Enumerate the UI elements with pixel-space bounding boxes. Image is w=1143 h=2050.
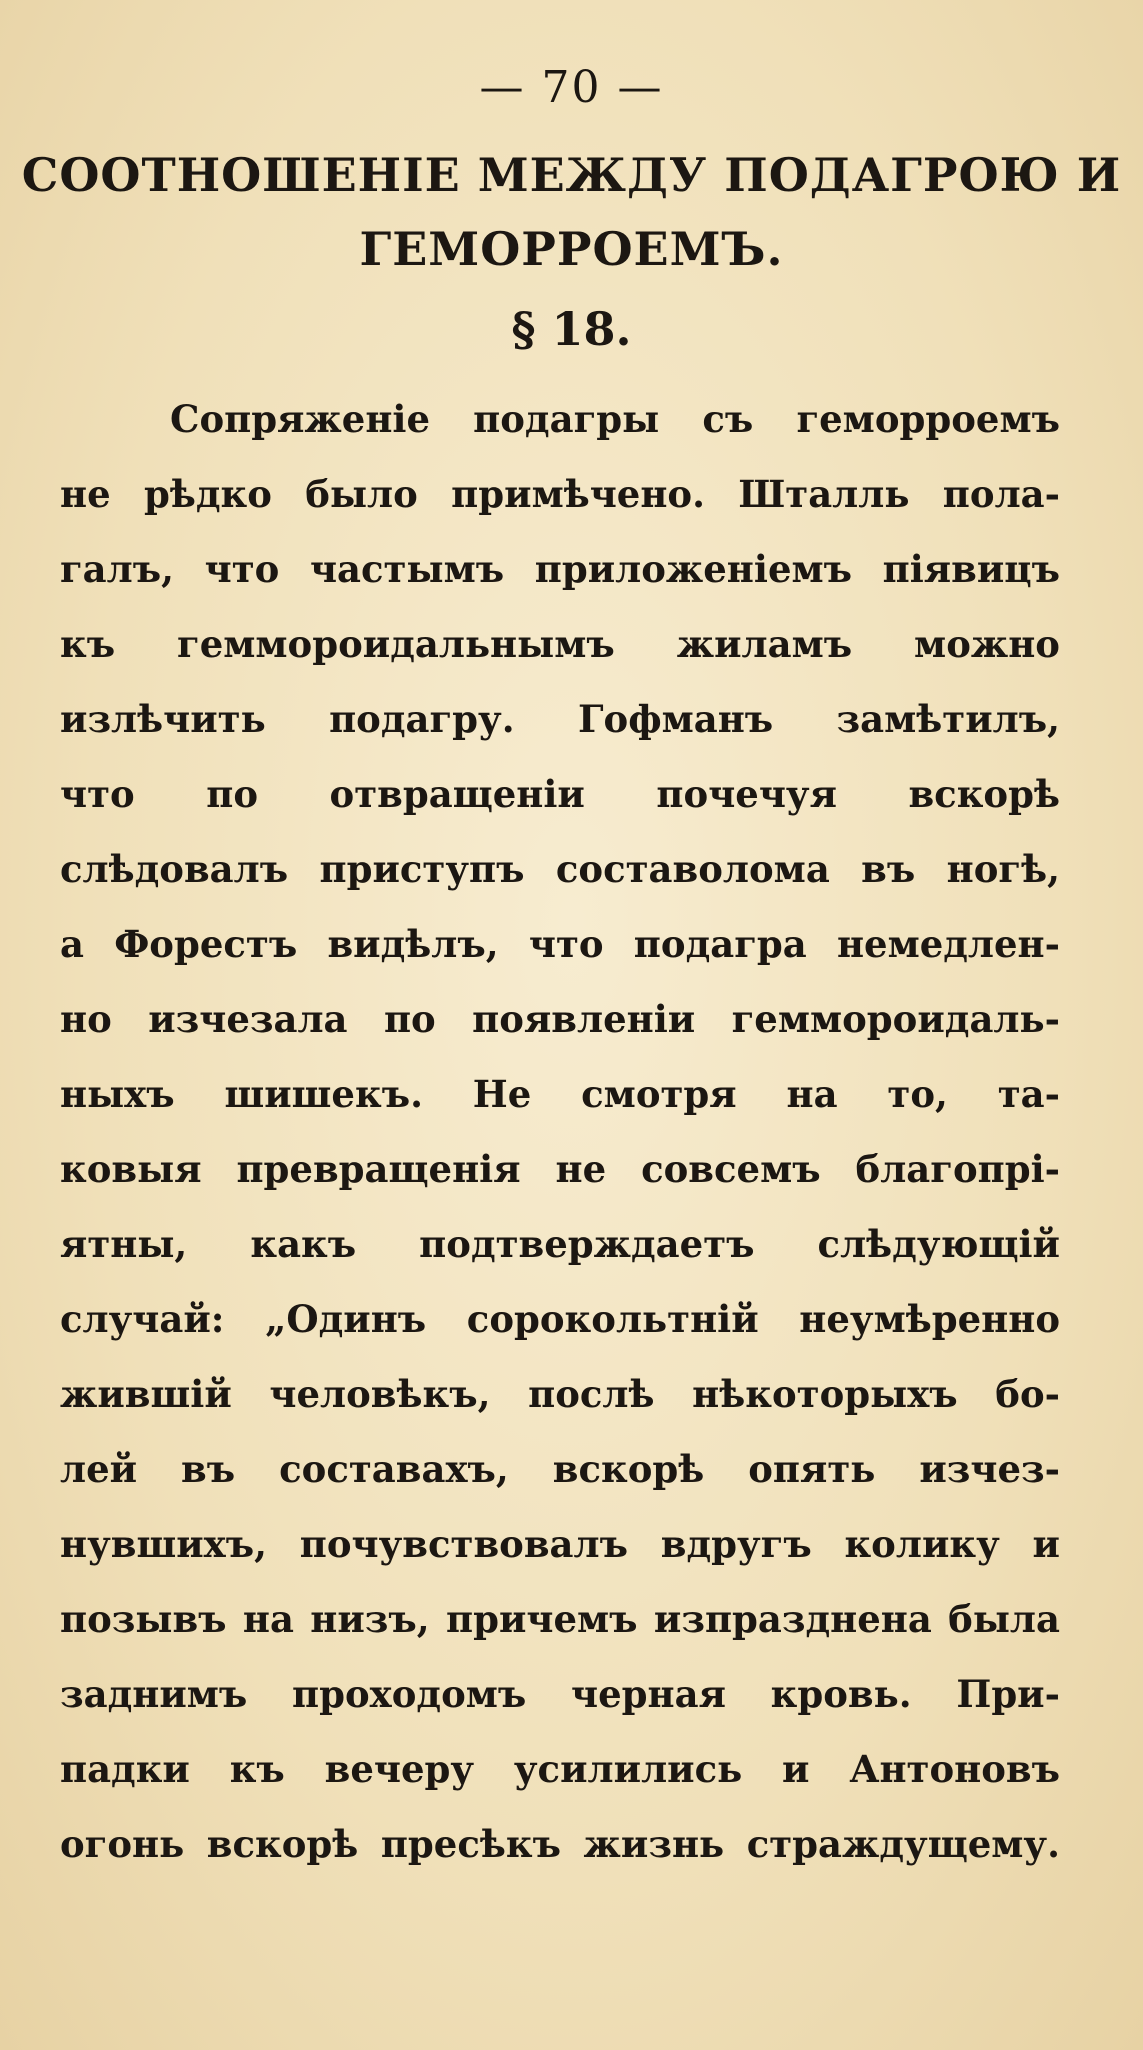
text-line: позывъ на низъ, причемъ изпразднена была — [60, 1597, 1060, 1641]
section-number: § 18. — [511, 302, 632, 356]
text-line: падки къ вечеру усилились и Антоновъ — [60, 1747, 1060, 1791]
text-line: огонь вскорѣ пресѣкъ жизнь страждущему. — [60, 1822, 1060, 1866]
text-line: заднимъ проходомъ черная кровь. При- — [60, 1672, 1060, 1716]
text-line: жившій человѣкъ, послѣ нѣкоторыхъ бо- — [60, 1372, 1060, 1416]
chapter-heading-line-1: СООТНОШЕНІЕ МЕЖДУ ПОДАГРОЮ И — [21, 148, 1122, 202]
text-line: ятны, какъ подтверждаетъ слѣдующій — [60, 1222, 1060, 1266]
text-line: ныхъ шишекъ. Не смотря на то, та- — [60, 1072, 1060, 1116]
text-line: излѣчить подагру. Гофманъ замѣтилъ, — [60, 697, 1060, 741]
text-line: ковыя превращенія не совсемъ благопрі- — [60, 1147, 1060, 1191]
text-line: но изчезала по появленіи геммороидаль- — [60, 997, 1060, 1041]
text-line: что по отвращеніи почечуя вскорѣ — [60, 772, 1060, 816]
text-line: нувшихъ, почувствовалъ вдругъ колику и — [60, 1522, 1060, 1566]
text-line: къ геммороидальнымъ жиламъ можно — [60, 622, 1060, 666]
text-line: не рѣдко было примѣчено. Шталль пола- — [60, 472, 1060, 516]
text-line: случай: „Одинъ сорокольтній неумѣренно — [60, 1297, 1060, 1341]
body-paragraph — [60, 382, 1060, 1882]
chapter-heading-line-2: ГЕМОРРОЕМЪ. — [359, 222, 784, 276]
text-line: галъ, что частымъ приложеніемъ піявицъ — [60, 547, 1060, 591]
text-line: слѣдовалъ приступъ составолома въ ногѣ, — [60, 847, 1060, 891]
text-line: а Форестъ видѣлъ, что подагра немедлен- — [60, 922, 1060, 966]
text-line: лей въ составахъ, вскорѣ опять изчез- — [60, 1447, 1060, 1491]
text-line: Сопряженіе подагры съ геморроемъ — [170, 397, 1060, 441]
page-number: — 70 — — [479, 62, 664, 113]
